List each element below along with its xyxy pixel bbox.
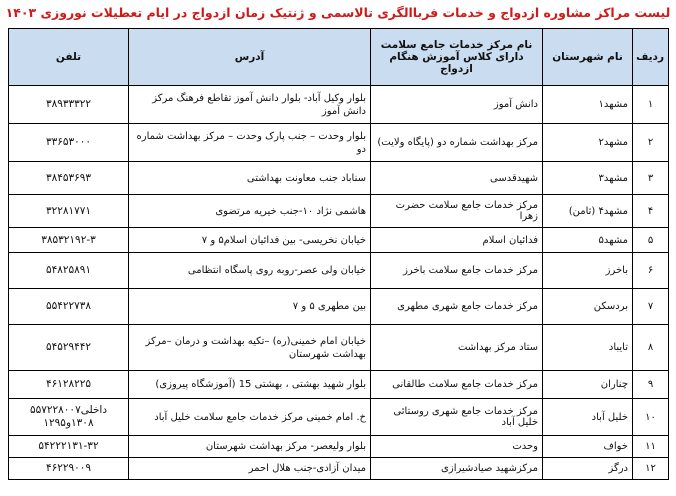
city-cell: تایباد — [543, 325, 633, 371]
row-number: ۱۱ — [633, 436, 669, 458]
phone-cell: ۴۶۲۲۹۰۰۹ — [9, 458, 129, 480]
center-cell: مرکز بهداشت شماره دو (پایگاه ولایت) — [371, 124, 543, 162]
table-row — [9, 436, 669, 458]
table-header-row — [9, 29, 669, 86]
city-cell: خواف — [543, 436, 633, 458]
row-number: ۹ — [633, 371, 669, 399]
phone-cell: ۵۴۲۲۲۱۳۱-۳۲ — [9, 436, 129, 458]
center-cell: مرکز خدمات جامع شهری مطهری — [371, 289, 543, 325]
header-center: نام مرکز خدمات جامع سلامت دارای کلاس آموزش هنگام ازدواج — [371, 29, 543, 86]
center-cell: مرکزشهید صیادشیرازی — [371, 458, 543, 480]
phone-cell: ۵۵۷۲۲۸۰۰۷داخلی ۱۳۰۸و۱۲۹۵ — [9, 399, 129, 436]
address-cell: بلوار ولیعصر- مرکز بهداشت شهرستان — [129, 436, 371, 458]
table-row — [9, 458, 669, 480]
row-number: ۱ — [633, 86, 669, 124]
phone-cell: ۵۴۸۲۵۸۹۱ — [9, 253, 129, 289]
center-cell: ستاد مرکز بهداشت — [371, 325, 543, 371]
city-cell: مشهد۴ (ثامن) — [543, 195, 633, 228]
center-cell: وحدت — [371, 436, 543, 458]
address-cell: خیابان نخریسی- بین فدائیان اسلام۵ و ۷ — [129, 228, 371, 253]
address-cell: خیابان ولی عصر-روبه روی پاسگاه انتظامی — [129, 253, 371, 289]
city-cell: مشهد۱ — [543, 86, 633, 124]
address-cell: بلوار وکیل آباد- بلوار دانش آموز تقاطع فرهنگ مرکز دانش آموز — [129, 86, 371, 124]
phone-cell: ۵۴۵۲۹۴۴۲ — [9, 325, 129, 371]
row-number: ۶ — [633, 253, 669, 289]
center-cell: فدائیان اسلام — [371, 228, 543, 253]
city-cell: بردسکن — [543, 289, 633, 325]
header-row-number: ردیف — [633, 29, 669, 86]
centers-table — [8, 28, 669, 480]
table-row — [9, 86, 669, 124]
phone-cell: ۳۲۲۸۱۷۷۱ — [9, 195, 129, 228]
phone-cell: ۳۸۵۳۲۱۹۲-۳ — [9, 228, 129, 253]
header-phone: تلفن — [9, 29, 129, 86]
address-cell: سناباد جنب معاونت بهداشتی — [129, 162, 371, 195]
city-cell: خلیل آباد — [543, 399, 633, 436]
row-number: ۳ — [633, 162, 669, 195]
table-row — [9, 371, 669, 399]
address-cell: بین مطهری ۵ و ۷ — [129, 289, 371, 325]
phone-cell: ۵۵۴۲۲۷۳۸ — [9, 289, 129, 325]
address-cell: میدان آزادی-جنب هلال احمر — [129, 458, 371, 480]
header-address: آدرس — [129, 29, 371, 86]
center-cell: مرکز خدمات جامع سلامت حضرت زهرا — [371, 195, 543, 228]
phone-cell: ۴۶۱۲۸۲۲۵ — [9, 371, 129, 399]
table-row — [9, 325, 669, 371]
header-city: نام شهرستان — [543, 29, 633, 86]
row-number: ۲ — [633, 124, 669, 162]
city-cell: مشهد۲ — [543, 124, 633, 162]
address-cell: بلوار وحدت – جنب پارک وحدت – مرکز بهداشت شماره دو — [129, 124, 371, 162]
city-cell: باخرز — [543, 253, 633, 289]
city-cell: مشهد۵ — [543, 228, 633, 253]
row-number: ۴ — [633, 195, 669, 228]
address-cell: خیابان امام خمینی(ره) –تکیه بهداشت و درمان –مرکز بهداشت شهرستان — [129, 325, 371, 371]
table-row — [9, 399, 669, 436]
center-cell: مرکز خدمات جامع سلامت طالقانی — [371, 371, 543, 399]
row-number: ۸ — [633, 325, 669, 371]
address-cell: خ. امام خمینی مرکز خدمات جامع سلامت خلیل آباد — [129, 399, 371, 436]
address-cell: بلوار شهید بهشتی ، بهشتی 15 (آموزشگاه پیروزی) — [129, 371, 371, 399]
center-cell: شهیدقدسی — [371, 162, 543, 195]
table-row — [9, 228, 669, 253]
center-cell: مرکز خدمات جامع سلامت باخرز — [371, 253, 543, 289]
table-row — [9, 253, 669, 289]
phone-cell: ۳۳۶۵۳۰۰۰ — [9, 124, 129, 162]
table-row — [9, 162, 669, 195]
table-row — [9, 195, 669, 228]
table-row — [9, 124, 669, 162]
row-number: ۷ — [633, 289, 669, 325]
city-cell: چناران — [543, 371, 633, 399]
row-number: ۵ — [633, 228, 669, 253]
document-title: لیست مراکز مشاوره ازدواج و خدمات فرباالگری تالاسمی و ژنتیک زمان ازدواج در ایام تعطیلات نوروزی ۱۴۰۳ — [5, 5, 671, 20]
city-cell: مشهد۳ — [543, 162, 633, 195]
phone-cell: ۳۸۴۵۳۶۹۳ — [9, 162, 129, 195]
center-cell: دانش آموز — [371, 86, 543, 124]
city-cell: درگز — [543, 458, 633, 480]
address-cell: هاشمی نژاد ۱۰-جنب خیریه مرتضوی — [129, 195, 371, 228]
row-number: ۱۲ — [633, 458, 669, 480]
center-cell: مرکز خدمات جامع شهری روستائی خلیل آباد — [371, 399, 543, 436]
table-row — [9, 289, 669, 325]
phone-cell: ۳۸۹۳۳۳۲۲ — [9, 86, 129, 124]
row-number: ۱۰ — [633, 399, 669, 436]
